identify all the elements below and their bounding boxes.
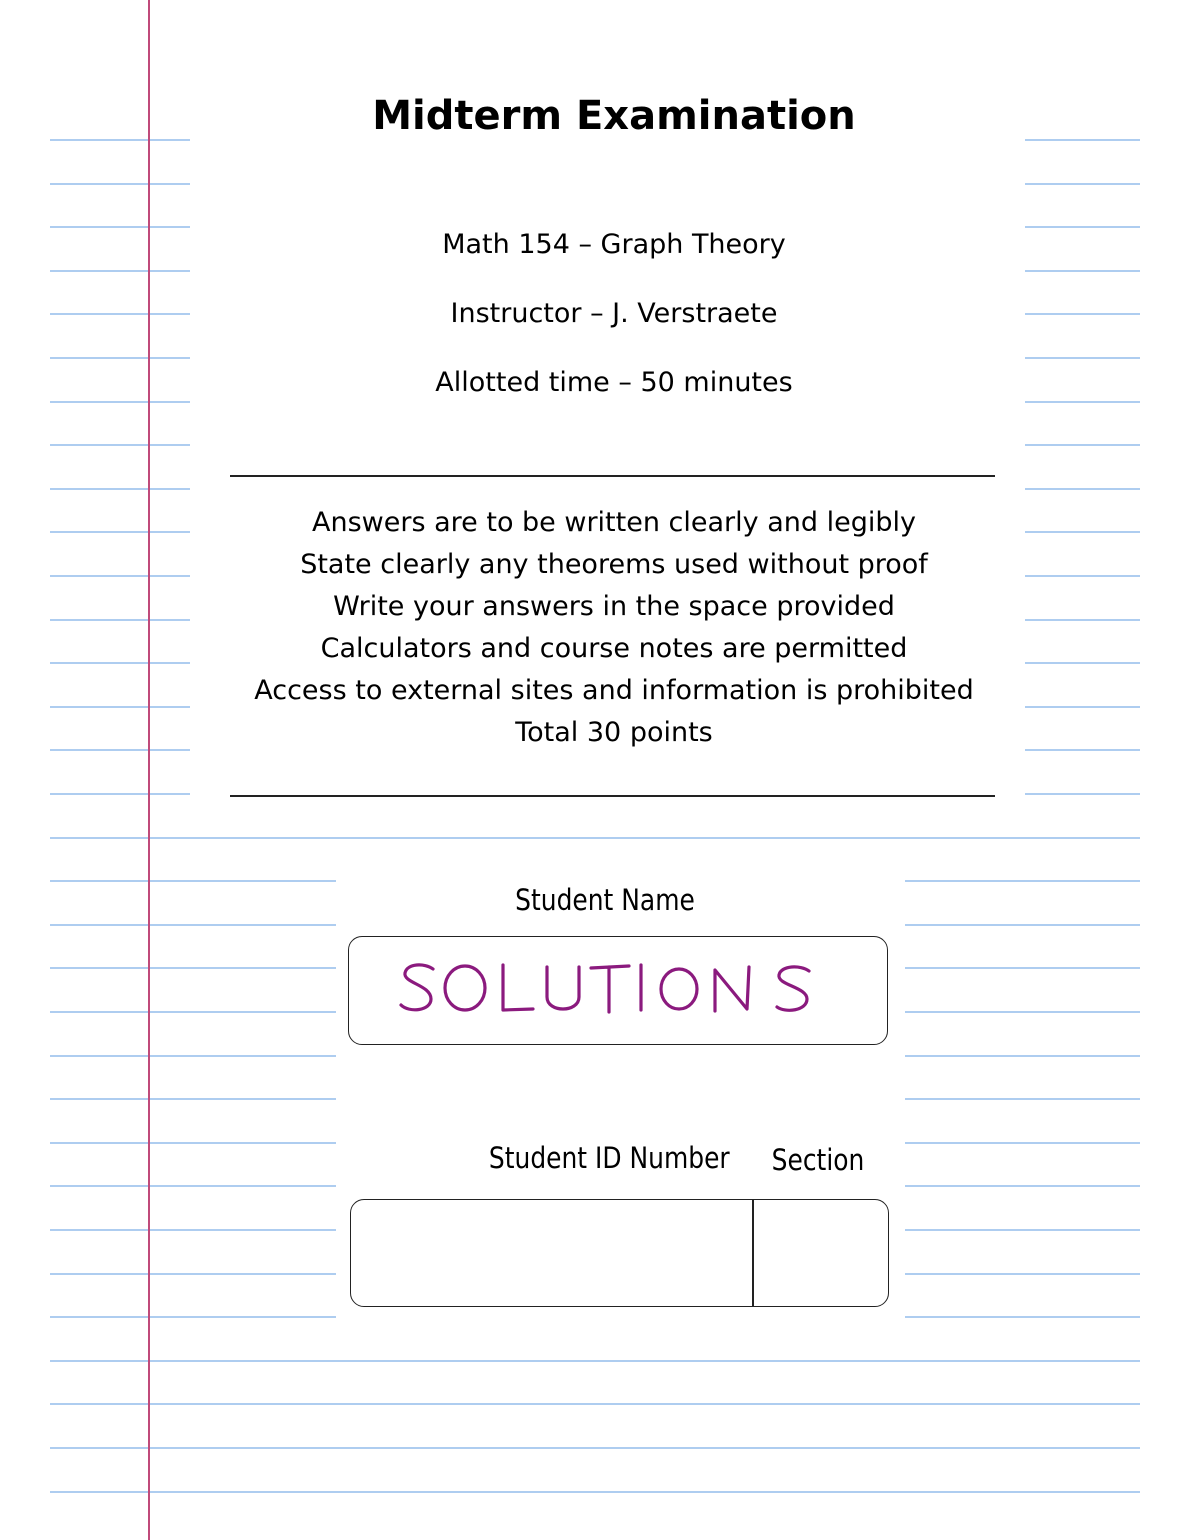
rule-line	[50, 1273, 336, 1275]
rule-line	[50, 1185, 336, 1187]
instruction-item: State clearly any theorems used without proof	[300, 549, 928, 580]
rule-line	[50, 880, 336, 882]
rule-line	[905, 1316, 1140, 1318]
allotted-time: Allotted time – 50 minutes	[435, 367, 793, 398]
instruction-item: Write your answers in the space provided	[333, 591, 895, 622]
instructions-list	[0, 502, 1190, 754]
rule-line	[50, 488, 190, 490]
exam-title: Midterm Examination	[372, 93, 856, 139]
rule-line	[905, 1098, 1140, 1100]
bottom-divider	[230, 795, 995, 797]
student-id-section-field[interactable]	[350, 1199, 889, 1307]
instructor-name: Instructor – J. Verstraete	[450, 298, 778, 329]
instruction-item: Answers are to be written clearly and legibly	[312, 507, 916, 538]
instruction-item: Access to external sites and information is prohibited	[254, 675, 974, 706]
student-name-label: Student Name	[515, 883, 695, 917]
section-input[interactable]	[754, 1200, 888, 1306]
handwritten-solutions	[395, 955, 825, 1025]
rule-line	[50, 1316, 336, 1318]
rule-line	[905, 1185, 1140, 1187]
rule-line	[905, 1011, 1140, 1013]
rule-line	[1025, 793, 1140, 795]
rule-line	[50, 270, 190, 272]
rule-line	[1025, 183, 1140, 185]
rule-line	[50, 924, 336, 926]
rule-line	[905, 924, 1140, 926]
rule-line	[905, 1229, 1140, 1231]
rule-line	[50, 401, 190, 403]
rule-line	[50, 1447, 1140, 1449]
rule-line	[50, 1142, 336, 1144]
rule-line	[50, 1360, 1140, 1362]
student-id-label: Student ID Number	[488, 1141, 730, 1175]
rule-line	[50, 967, 336, 969]
rule-line	[1025, 401, 1140, 403]
course-name: Math 154 – Graph Theory	[442, 229, 786, 260]
rule-line	[50, 444, 190, 446]
student-id-input[interactable]	[351, 1200, 751, 1306]
rule-line	[905, 967, 1140, 969]
instruction-item: Calculators and course notes are permitted	[320, 633, 908, 664]
rule-line	[50, 357, 190, 359]
rule-line	[905, 1273, 1140, 1275]
rule-line	[50, 837, 1140, 839]
section-label: Section	[771, 1143, 865, 1177]
rule-line	[50, 1229, 336, 1231]
rule-line	[1025, 357, 1140, 359]
instruction-item: Total 30 points	[515, 717, 713, 748]
rule-line	[50, 1491, 1140, 1493]
rule-line	[1025, 444, 1140, 446]
rule-line	[905, 1142, 1140, 1144]
rule-line	[1025, 488, 1140, 490]
rule-line	[905, 880, 1140, 882]
rule-line	[50, 1098, 336, 1100]
rule-line	[50, 183, 190, 185]
top-divider	[230, 475, 995, 477]
rule-line	[1025, 270, 1140, 272]
rule-line	[50, 793, 190, 795]
rule-line	[905, 1055, 1140, 1057]
rule-line	[50, 1011, 336, 1013]
rule-line	[50, 1055, 336, 1057]
rule-line	[50, 1403, 1140, 1405]
